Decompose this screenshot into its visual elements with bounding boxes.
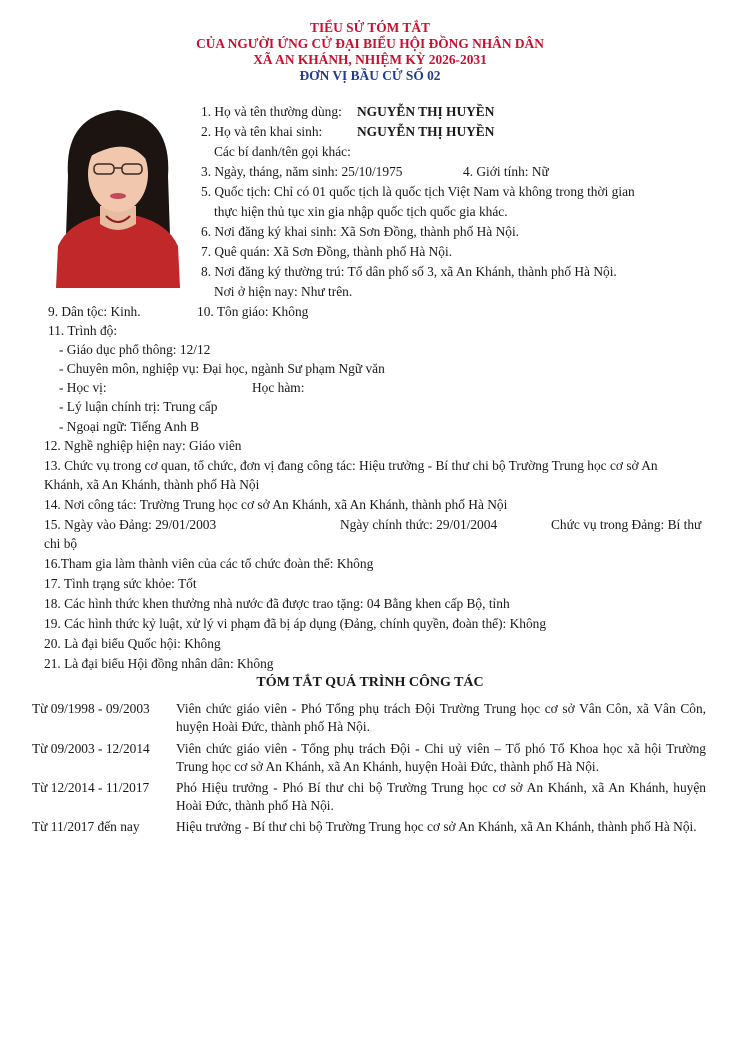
field-national-assembly: 20. Là đại biểu Quốc hội: Không bbox=[44, 636, 221, 651]
doc-title: TIỂU SỬ TÓM TẮT bbox=[310, 20, 430, 35]
field-aliases: Các bí danh/tên gọi khác: bbox=[214, 144, 351, 159]
field-common-name-value: NGUYỄN THỊ HUYỀN bbox=[357, 104, 495, 119]
field-position: 13. Chức vụ trong cơ quan, tổ chức, đơn vị đang công tác: Hiệu trưởng - Bí thư chi bộ Trường Trung học cơ sở An bbox=[44, 458, 658, 473]
field-current-residence: Nơi ở hiện nay: Như trên. bbox=[214, 284, 353, 299]
field-foreign-language: - Ngoại ngữ: Tiếng Anh B bbox=[59, 419, 200, 434]
field-gender: 4. Giới tính: Nữ bbox=[463, 164, 549, 179]
field-political-theory: - Lý luận chính trị: Trung cấp bbox=[59, 399, 218, 414]
field-party-position-cont: chi bộ bbox=[44, 536, 78, 551]
field-birth-name-value: NGUYỄN THỊ HUYỀN bbox=[357, 124, 495, 139]
field-occupation: 12. Nghề nghiệp hiện nay: Giáo viên bbox=[44, 438, 242, 453]
field-religion: 10. Tôn giáo: Không bbox=[197, 304, 309, 319]
field-academic-title: Học hàm: bbox=[252, 380, 305, 395]
field-permanent-residence: 8. Nơi đăng ký thường trú: Tổ dân phố số 3, xã An Khánh, thành phố Hà Nội. bbox=[201, 264, 617, 279]
field-common-name-label: 1. Họ và tên thường dùng: bbox=[201, 104, 342, 119]
work-history-title: TÓM TẮT QUÁ TRÌNH CÔNG TÁC bbox=[256, 675, 484, 690]
field-organizations: 16.Tham gia làm thành viên của các tổ chức đoàn thể: Không bbox=[44, 556, 374, 571]
work-time: Từ 09/2003 - 12/2014 bbox=[32, 741, 150, 756]
field-birth-registration: 6. Nơi đăng ký khai sinh: Xã Sơn Đồng, thành phố Hà Nội. bbox=[201, 224, 520, 239]
work-time: Từ 09/1998 - 09/2003 bbox=[32, 701, 150, 716]
field-birth-date: 3. Ngày, tháng, năm sinh: 25/10/1975 bbox=[201, 164, 403, 179]
work-description: Viên chức giáo viên - Phó Tổng phụ trách Đội Trường Trung học cơ sở Vân Côn, xã Vân Côn, huyện Hoài Đức, thành phố Hà Nội. bbox=[176, 701, 706, 734]
field-education-heading: 11. Trình độ: bbox=[48, 323, 118, 338]
doc-unit: ĐƠN VỊ BẦU CỬ SỐ 02 bbox=[299, 68, 441, 83]
field-birth-name-label: 2. Họ và tên khai sinh: bbox=[201, 124, 323, 139]
field-awards: 18. Các hình thức khen thưởng nhà nước đã được trao tặng: 04 Bằng khen cấp Bộ, tỉnh bbox=[44, 596, 510, 611]
field-ethnicity: 9. Dân tộc: Kinh. bbox=[48, 304, 141, 319]
field-degree: - Học vị: bbox=[59, 380, 107, 395]
field-discipline: 19. Các hình thức kỷ luật, xử lý vi phạm đã bị áp dụng (Đảng, chính quyền, đoàn thể): Không bbox=[44, 616, 547, 631]
work-description: Hiệu trưởng - Bí thư chi bộ Trường Trung học cơ sở An Khánh, xã An Khánh, thành phố Hà Nội. bbox=[176, 819, 697, 834]
doc-subtitle: CỦA NGƯỜI ỨNG CỬ ĐẠI BIỂU HỘI ĐỒNG NHÂN DÂN bbox=[196, 36, 544, 51]
work-description: Viên chức giáo viên - Tổng phụ trách Đội - Chi uỷ viên – Tổ phó Tổ Khoa học xã hội Trường Trung học cơ sở An Khánh, xã An Khánh, huyện Hoài Đức, thành phố Hà Nội. bbox=[176, 741, 706, 774]
field-party-join-date: 15. Ngày vào Đảng: 29/01/2003 bbox=[44, 517, 217, 532]
field-workplace: 14. Nơi công tác: Trường Trung học cơ sở An Khánh, xã An Khánh, thành phố Hà Nội bbox=[44, 497, 508, 512]
field-hometown: 7. Quê quán: Xã Sơn Đồng, thành phố Hà Nội. bbox=[201, 244, 453, 259]
field-party-official-date: Ngày chính thức: 29/01/2004 bbox=[340, 517, 498, 532]
field-nationality: 5. Quốc tịch: Chỉ có 01 quốc tịch là quốc tịch Việt Nam và không trong thời gian bbox=[201, 184, 635, 199]
field-position-cont: Khánh, xã An Khánh, thành phố Hà Nội bbox=[44, 477, 260, 492]
work-time: Từ 12/2014 - 11/2017 bbox=[32, 780, 150, 795]
doc-term: XÃ AN KHÁNH, NHIỆM KỲ 2026-2031 bbox=[253, 52, 487, 67]
field-specialty: - Chuyên môn, nghiệp vụ: Đại học, ngành Sư phạm Ngữ văn bbox=[59, 361, 385, 376]
work-time: Từ 11/2017 đến nay bbox=[32, 819, 140, 834]
field-health: 17. Tình trạng sức khỏe: Tốt bbox=[44, 576, 197, 591]
field-nationality-cont: thực hiện thủ tục xin gia nhập quốc tịch quốc gia khác. bbox=[214, 204, 508, 219]
work-description: Phó Hiệu trưởng - Phó Bí thư chi bộ Trường Trung học cơ sở An Khánh, xã An Khánh, huyện Hoài Đức, thành phố Hà Nội. bbox=[176, 780, 706, 813]
field-general-education: - Giáo dục phổ thông: 12/12 bbox=[59, 342, 211, 357]
candidate-photo bbox=[48, 96, 188, 288]
field-party-position: Chức vụ trong Đảng: Bí thư bbox=[551, 517, 702, 532]
field-peoples-council: 21. Là đại biểu Hội đồng nhân dân: Không bbox=[44, 656, 274, 671]
